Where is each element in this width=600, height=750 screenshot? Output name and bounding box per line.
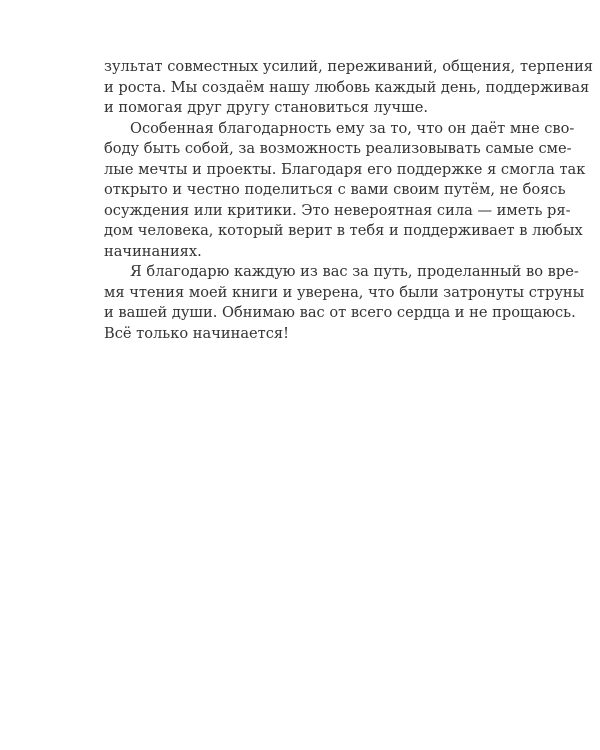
text-line: и роста. Мы создаём нашу любовь каждый день, поддерживая xyxy=(104,78,590,96)
text-line: и вашей души. Обнимаю вас от всего сердца и не прощаюсь. xyxy=(104,304,576,321)
text-line: дом человека, который верит в тебя и поддерживает в любых xyxy=(104,222,583,239)
text-line: мя чтения моей книги и уверена, что были затронуты струны xyxy=(104,283,585,301)
text-line: и помогая друг другу становиться лучше. xyxy=(104,99,428,116)
text-line: Особенная благодарность ему за то, что он даёт мне сво- xyxy=(130,119,575,137)
text-line: Всё только начинается! xyxy=(104,324,289,342)
paragraph-3 xyxy=(104,262,585,344)
text-line: лые мечты и проекты. Благодаря его поддержке я смогла так xyxy=(104,160,586,178)
text-line: зультат совместных усилий, переживаний, общения, терпения xyxy=(104,58,594,75)
text-line: боду быть собой, за возможность реализовывать самые сме- xyxy=(104,140,572,157)
text-line: открыто и честно поделиться с вами своим путём, не боясь xyxy=(104,181,566,198)
paragraph-1 xyxy=(104,57,594,119)
body-text xyxy=(104,57,594,344)
text-line: начинаниях. xyxy=(104,242,202,260)
paragraph-2 xyxy=(104,119,586,263)
text-line: осуждения или критики. Это невероятная сила — иметь ря- xyxy=(104,201,571,219)
text-line: Я благодарю каждую из вас за путь, проделанный во вре- xyxy=(130,263,579,280)
